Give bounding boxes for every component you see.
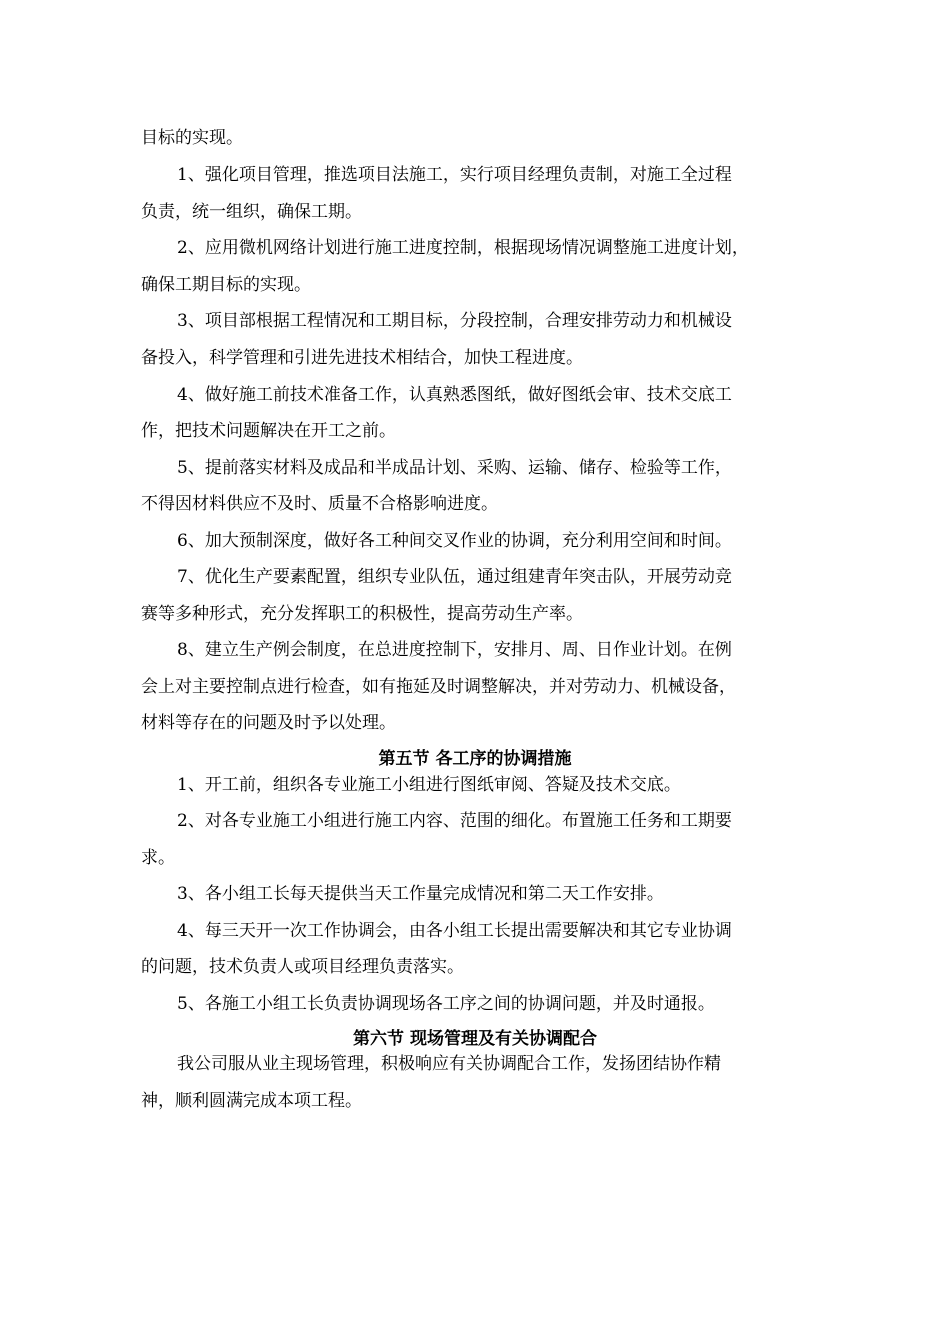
- paragraph-line: 2、对各专业施工小组进行施工内容、范围的细化。布置施工任务和工期要: [177, 811, 732, 831]
- paragraph-line: 2、应用微机网络计划进行施工进度控制，根据现场情况调整施工进度计划，: [177, 238, 749, 258]
- paragraph-line: 不得因材料供应不及时、质量不合格影响进度。: [141, 494, 498, 514]
- paragraph-line: 4、做好施工前技术准备工作，认真熟悉图纸，做好图纸会审、技术交底工: [177, 385, 732, 405]
- paragraph-line: 备投入，科学管理和引进先进技术相结合，加快工程进度。: [141, 348, 583, 368]
- paragraph-line: 赛等多种形式，充分发挥职工的积极性，提高劳动生产率。: [141, 604, 583, 624]
- paragraph-line: 的问题，技术负责人或项目经理负责落实。: [141, 957, 464, 977]
- paragraph-line: 确保工期目标的实现。: [141, 275, 311, 295]
- paragraph-line: 材料等存在的问题及时予以处理。: [141, 713, 396, 733]
- section-heading: 第六节 现场管理及有关协调配合: [353, 1029, 597, 1049]
- paragraph-line: 8、建立生产例会制度，在总进度控制下，安排月、周、日作业计划。在例: [177, 640, 732, 660]
- paragraph-line: 1、强化项目管理，推选项目法施工，实行项目经理负责制，对施工全过程: [177, 165, 732, 185]
- paragraph-line: 作，把技术问题解决在开工之前。: [141, 421, 396, 441]
- paragraph-line: 5、各施工小组工长负责协调现场各工序之间的协调问题，并及时通报。: [177, 994, 715, 1014]
- paragraph-line: 6、加大预制深度，做好各工种间交叉作业的协调，充分利用空间和时间。: [177, 531, 732, 551]
- paragraph-line: 我公司服从业主现场管理，积极响应有关协调配合工作，发扬团结协作精: [177, 1054, 721, 1074]
- paragraph-line: 3、各小组工长每天提供当天工作量完成情况和第二天工作安排。: [177, 884, 664, 904]
- paragraph-line: 求。: [141, 848, 175, 868]
- paragraph-line: 1、开工前，组织各专业施工小组进行图纸审阅、答疑及技术交底。: [177, 775, 681, 795]
- paragraph-line: 7、优化生产要素配置，组织专业队伍，通过组建青年突击队，开展劳动竞: [177, 567, 732, 587]
- paragraph-line: 目标的实现。: [141, 128, 243, 148]
- paragraph-line: 3、项目部根据工程情况和工期目标，分段控制，合理安排劳动力和机械设: [177, 311, 732, 331]
- paragraph-line: 5、提前落实材料及成品和半成品计划、采购、运输、储存、检验等工作，: [177, 458, 732, 478]
- paragraph-line: 负责，统一组织，确保工期。: [141, 202, 362, 222]
- section-heading: 第五节 各工序的协调措施: [378, 749, 572, 769]
- paragraph-line: 神，顺利圆满完成本项工程。: [141, 1091, 362, 1111]
- paragraph-line: 会上对主要控制点进行检查，如有拖延及时调整解决，并对劳动力、机械设备，: [141, 677, 736, 697]
- paragraph-line: 4、每三天开一次工作协调会，由各小组工长提出需要解决和其它专业协调: [177, 921, 732, 941]
